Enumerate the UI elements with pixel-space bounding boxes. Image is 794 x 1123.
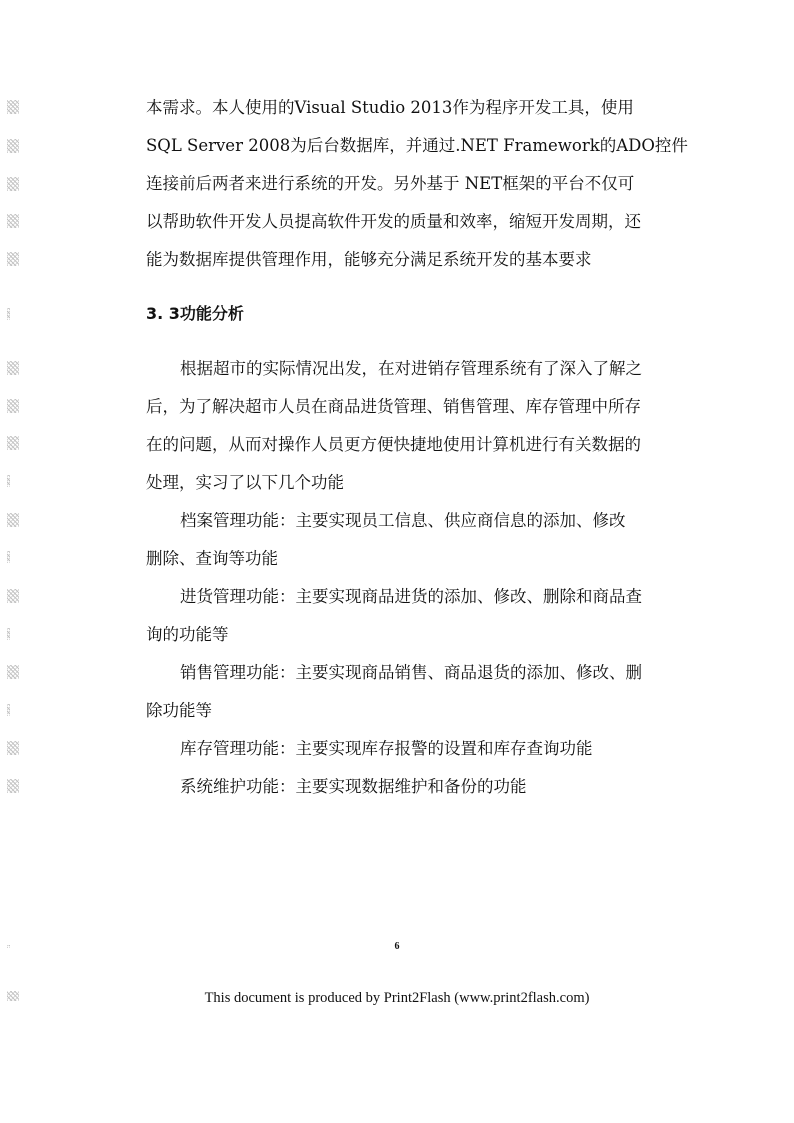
feature-archive-line: 删除、查询等功能: [146, 549, 278, 568]
page-number: 6: [394, 941, 400, 952]
margin-artifact: [7, 628, 10, 640]
feature-purchase-line: 询的功能等: [146, 625, 229, 644]
paragraph-line: 根据超市的实际情况出发，在对进销存管理系统有了深入了解之: [180, 359, 642, 378]
feature-sales-line: 销售管理功能：主要实现商品销售、商品退货的添加、修改、删: [180, 663, 642, 682]
margin-artifact: [7, 399, 19, 413]
paragraph-line: 后，为了解决超市人员在商品进货管理、销售管理、库存管理中所存: [146, 397, 641, 416]
margin-artifact: [7, 361, 19, 375]
paragraph-line: 以帮助软件开发人员提高软件开发的质量和效率，缩短开发周期，还: [146, 212, 641, 231]
feature-inventory-line: 库存管理功能：主要实现库存报警的设置和库存查询功能: [180, 739, 593, 758]
margin-artifact: [7, 100, 19, 114]
margin-artifact: [7, 475, 10, 487]
paragraph-line: 连接前后两者来进行系统的开发。另外基于 NET框架的平台不仅可: [146, 174, 635, 193]
paragraph-line: 本需求。本人使用的Visual Studio 2013作为程序开发工具，使用: [146, 98, 634, 117]
footer-notice: This document is produced by Print2Flash (www.print2flash.com): [204, 990, 590, 1006]
margin-artifact: [7, 139, 19, 153]
margin-artifact: [7, 589, 19, 603]
margin-artifact: [7, 551, 10, 563]
margin-artifact: [7, 741, 19, 755]
margin-artifact: [7, 177, 19, 191]
paragraph-line: 能为数据库提供管理作用，能够充分满足系统开发的基本要求: [146, 250, 592, 269]
paragraph-line: SQL Server 2008为后台数据库，并通过.NET Framework的ADO控件: [146, 136, 688, 155]
margin-artifact: [7, 308, 10, 320]
margin-artifact: [7, 214, 19, 228]
section-heading: 3. 3功能分析: [146, 304, 244, 323]
feature-sales-line: 除功能等: [146, 701, 212, 720]
margin-artifact: [7, 252, 19, 266]
feature-purchase-line: 进货管理功能：主要实现商品进货的添加、修改、删除和商品查: [180, 587, 642, 606]
margin-artifact: [7, 779, 19, 793]
feature-archive-line: 档案管理功能：主要实现员工信息、供应商信息的添加、修改: [180, 511, 626, 530]
margin-artifact: [7, 665, 19, 679]
margin-artifact: [7, 513, 19, 527]
margin-artifact: [7, 436, 19, 450]
paragraph-line: 在的问题，从而对操作人员更方便快捷地使用计算机进行有关数据的: [146, 435, 641, 454]
margin-artifact: [7, 704, 10, 716]
feature-maintenance-line: 系统维护功能：主要实现数据维护和备份的功能: [180, 777, 527, 796]
paragraph-line: 处理，实习了以下几个功能: [146, 473, 344, 492]
